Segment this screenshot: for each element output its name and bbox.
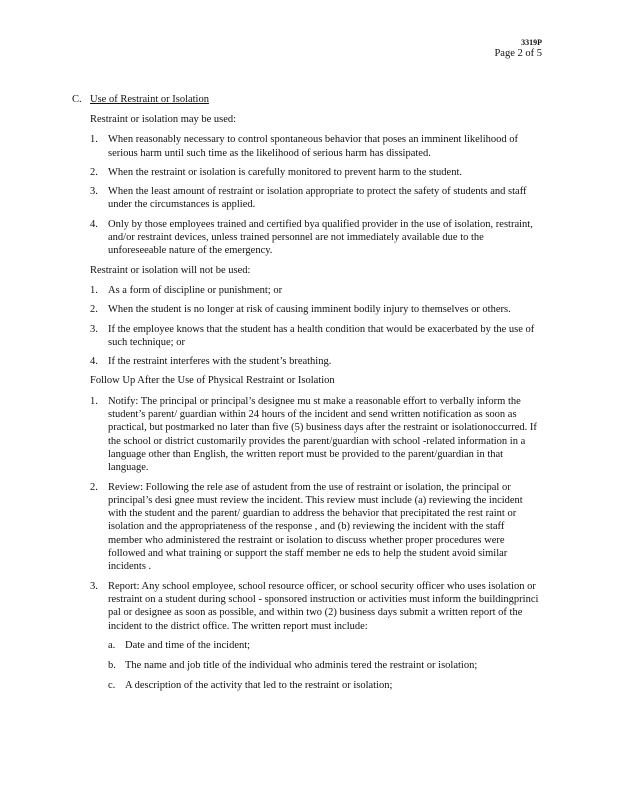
not-used-list [90,284,540,368]
section-letter: C. [72,94,82,105]
item-number: 3. [90,323,98,335]
item-number: 1. [90,284,98,296]
report-requirements-list [90,639,540,693]
list-item [90,284,540,297]
list-item [90,133,540,160]
list-item [108,639,540,652]
item-text: Review: Following the rele ase of astudent from the use of restraint or isolation, the principal or principal’s desi gnee must review the incident. This review must include (a) reviewing the incident with the student and the parent/ guardian to address the behavior that precipitated the rest raint or isolation and the appropriateness of the response , and (b) reviewing the incident with the staff member who administered the restraint or isolation to discuss whether proper procedures were followed and what training or support the staff member ne eds to help the student avoid similar incidents . [108,481,523,573]
section-body [90,113,540,700]
item-letter: c. [108,680,116,692]
list-item [90,355,540,368]
followup-list [90,395,540,633]
page-number: Page 2 of 5 [494,48,542,59]
list-item [90,166,540,179]
item-text: The name and job title of the individual who adminis tered the restraint or isolation; [125,660,478,672]
item-text: When reasonably necessary to control spontaneous behavior that poses an imminent likelihood of serious harm until such time as the likelihood of serious harm has dissipated. [108,134,518,159]
item-number: 2. [90,304,98,316]
section-heading [72,93,209,106]
item-text: A description of the activity that led to the restraint or isolation; [125,680,393,692]
item-text: When the restraint or isolation is carefully monitored to prevent harm to the student. [108,166,462,178]
list-item [90,185,540,212]
may-use-list [90,133,540,257]
list-item [90,481,540,574]
item-number: 1. [90,134,98,146]
followup-heading: Follow Up After the Use of Physical Restraint or Isolation [90,375,335,387]
item-text: When the student is no longer at risk of causing imminent bodily injury to themselves or others. [108,304,511,316]
section-title: Use of Restraint or Isolation [90,94,209,105]
item-number: 4. [90,218,98,230]
list-item [90,580,540,633]
item-text: Only by those employees trained and certified bya qualified provider in the use of isolation, restraint, and/or restraint devices, unless trained personnel are not immediately available due to the unforeseeable nature of the emergency. [108,218,533,257]
item-number: 1. [90,395,98,407]
item-text: As a form of discipline or punishment; or [108,284,283,296]
policy-code: 3319P [521,38,542,47]
list-item [90,218,540,258]
page-header [494,38,542,60]
item-text: Notify: The principal or principal’s designee mu st make a reasonable effort to verbally inform the student’s parent/ guardian within 24 hours of the incident and send written notification as soon as practical, but postmarked no later than five (5) business days after the restraint or isolationoccurred. If the school or district customarily provides the parent/guardian with school -related information in a language other than English, the written report must be provided to the parent/guardian in that language. [108,395,537,474]
item-number: 4. [90,356,98,368]
item-letter: b. [108,660,116,672]
item-text: If the restraint interferes with the student’s breathing. [108,356,332,368]
item-letter: a. [108,639,116,651]
item-text: When the least amount of restraint or isolation appropriate to protect the safety of students and staff under the circumstances is applied. [108,186,527,211]
not-used-intro: Restraint or isolation will not be used: [90,264,251,276]
list-item [108,679,540,692]
item-text: Date and time of the incident; [125,639,251,651]
list-item [90,303,540,316]
item-text: Report: Any school employee, school resource officer, or school security officer who uses isolation or restraint on a student during school - sponsored instruction or activities must inform the buildingprinci pal or designee as soon as possible, and within two (2) business days submit a written report of the incident to the district office. The written report must include: [108,580,539,632]
list-item [108,659,540,672]
item-text: If the employee knows that the student has a health condition that would be exacerbated by the use of such technique; or [108,323,535,348]
list-item [90,323,540,350]
may-use-intro: Restraint or isolation may be used: [90,114,237,125]
item-number: 3. [90,186,98,198]
item-number: 3. [90,580,98,592]
list-item [90,395,540,475]
item-number: 2. [90,166,98,178]
item-number: 2. [90,481,98,493]
